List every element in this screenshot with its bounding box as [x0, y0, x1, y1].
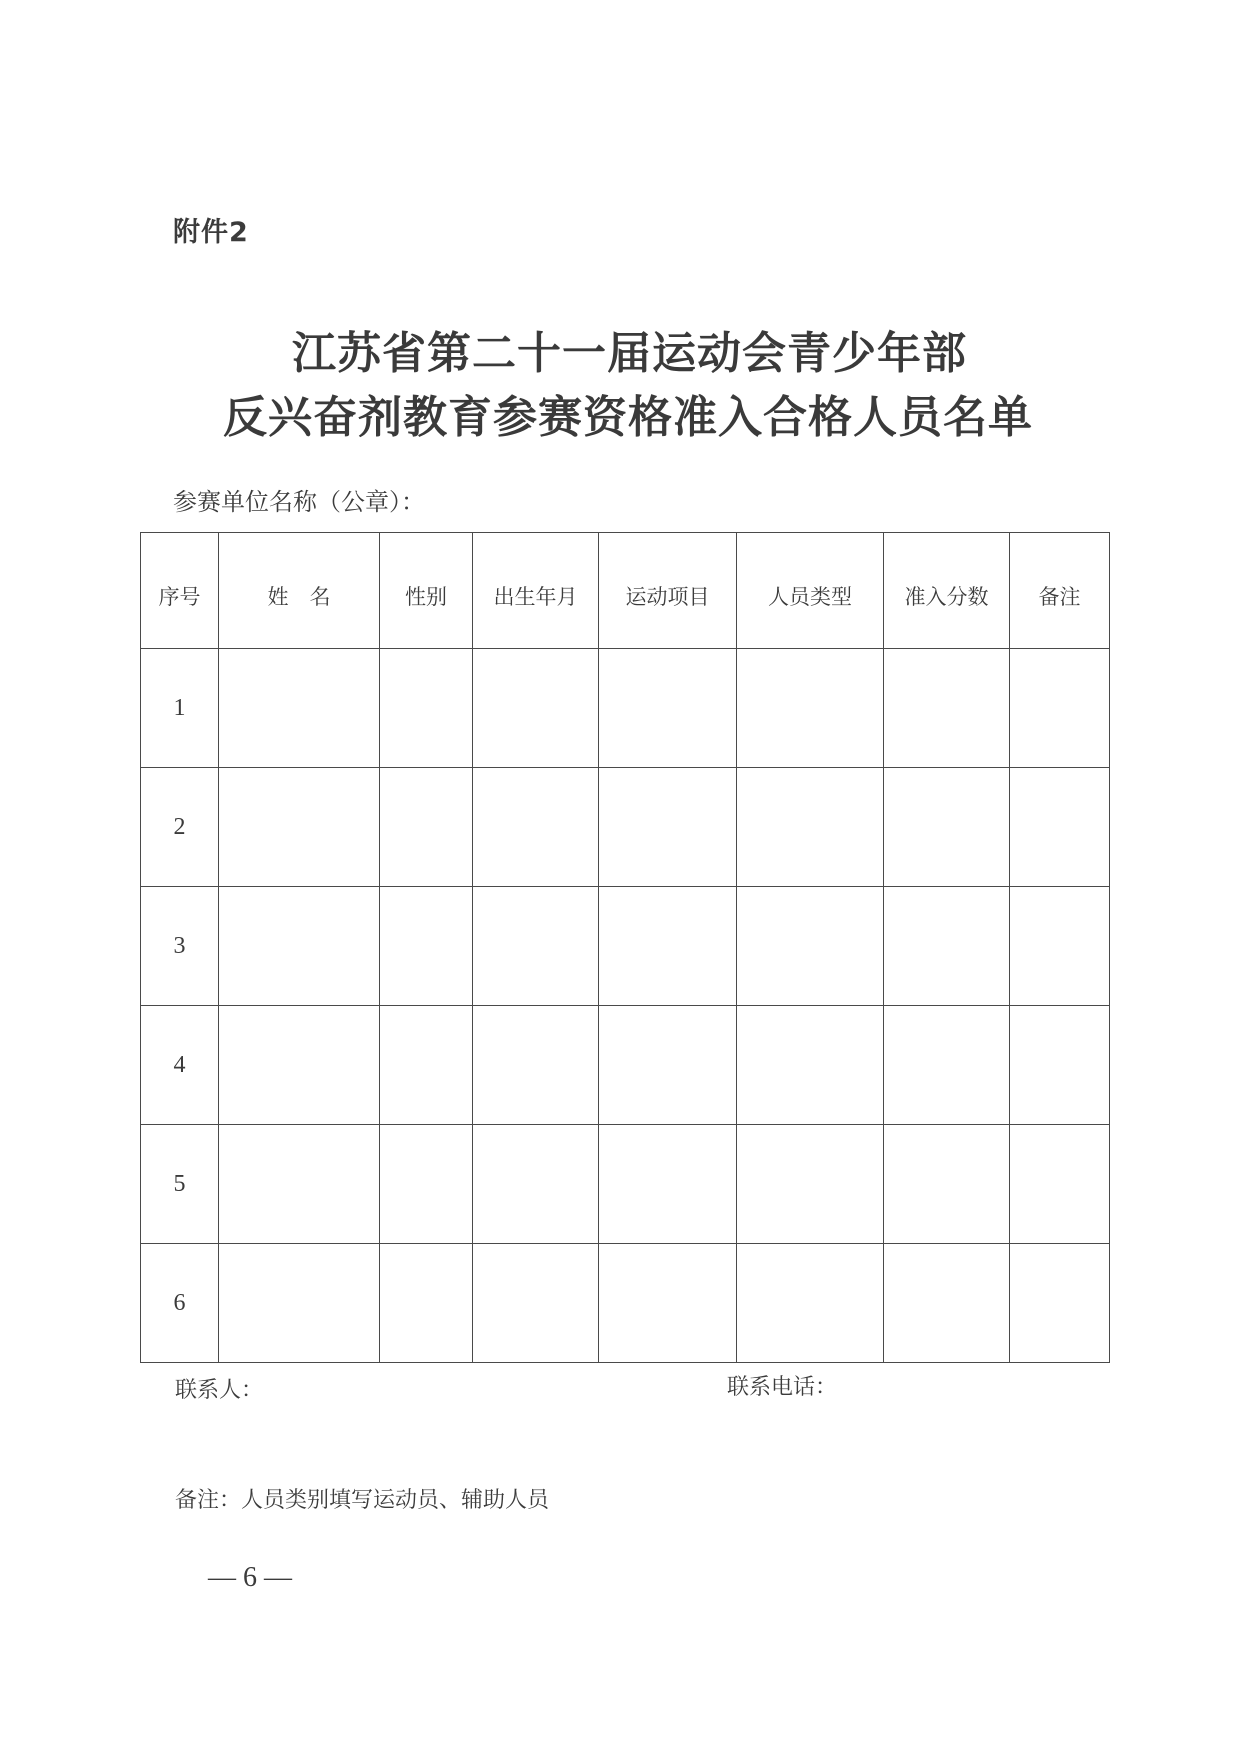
row-index: 5	[141, 1125, 219, 1244]
cell-name[interactable]	[219, 768, 380, 887]
page-number: — 6 —	[208, 1562, 292, 1593]
cell-birth-date[interactable]	[473, 887, 599, 1006]
remarks-note: 备注：人员类别填写运动员、辅助人员	[175, 1488, 550, 1513]
cell-birth-date[interactable]	[473, 1244, 599, 1363]
row-index: 1	[141, 649, 219, 768]
cell-person-type[interactable]	[737, 768, 884, 887]
cell-gender[interactable]	[380, 1244, 473, 1363]
column-header-birth-date: 出生年月	[473, 533, 599, 649]
cell-remarks[interactable]	[1010, 887, 1110, 1006]
cell-sport[interactable]	[599, 1125, 737, 1244]
participating-unit-label: 参赛单位名称（公章）：	[173, 488, 425, 516]
cell-score[interactable]	[884, 1125, 1010, 1244]
cell-sport[interactable]	[599, 1244, 737, 1363]
row-index: 2	[141, 768, 219, 887]
cell-birth-date[interactable]	[473, 1125, 599, 1244]
column-header-gender: 性别	[380, 533, 473, 649]
cell-score[interactable]	[884, 649, 1010, 768]
page-title-line-2: 反兴奋剂教育参赛资格准入合格人员名单	[223, 393, 1033, 442]
cell-gender[interactable]	[380, 768, 473, 887]
cell-gender[interactable]	[380, 887, 473, 1006]
cell-remarks[interactable]	[1010, 1125, 1110, 1244]
cell-birth-date[interactable]	[473, 768, 599, 887]
roster-table	[140, 532, 1110, 1363]
row-index: 6	[141, 1244, 219, 1363]
row-index: 3	[141, 887, 219, 1006]
attachment-label: 附件2	[173, 217, 249, 248]
cell-name[interactable]	[219, 1244, 380, 1363]
table-row	[141, 768, 1110, 887]
column-header-index: 序号	[141, 533, 219, 649]
cell-gender[interactable]	[380, 1006, 473, 1125]
table-row	[141, 1125, 1110, 1244]
cell-score[interactable]	[884, 768, 1010, 887]
cell-person-type[interactable]	[737, 1006, 884, 1125]
table-row	[141, 1006, 1110, 1125]
table-header-row	[141, 533, 1110, 649]
cell-person-type[interactable]	[737, 649, 884, 768]
cell-remarks[interactable]	[1010, 1006, 1110, 1125]
cell-remarks[interactable]	[1010, 768, 1110, 887]
table-row	[141, 1244, 1110, 1363]
cell-sport[interactable]	[599, 887, 737, 1006]
cell-score[interactable]	[884, 1244, 1010, 1363]
cell-person-type[interactable]	[737, 1244, 884, 1363]
cell-birth-date[interactable]	[473, 1006, 599, 1125]
cell-remarks[interactable]	[1010, 649, 1110, 768]
cell-remarks[interactable]	[1010, 1244, 1110, 1363]
row-index: 4	[141, 1006, 219, 1125]
column-header-remarks: 备注	[1010, 533, 1110, 649]
page-title-line-1: 江苏省第二十一届运动会青少年部	[292, 329, 967, 378]
cell-person-type[interactable]	[737, 1125, 884, 1244]
cell-score[interactable]	[884, 1006, 1010, 1125]
cell-birth-date[interactable]	[473, 649, 599, 768]
cell-sport[interactable]	[599, 768, 737, 887]
table-row	[141, 887, 1110, 1006]
cell-score[interactable]	[884, 887, 1010, 1006]
cell-gender[interactable]	[380, 1125, 473, 1244]
contact-person-label: 联系人：	[175, 1378, 264, 1403]
cell-name[interactable]	[219, 649, 380, 768]
cell-sport[interactable]	[599, 649, 737, 768]
cell-name[interactable]	[219, 887, 380, 1006]
cell-gender[interactable]	[380, 649, 473, 768]
column-header-sport: 运动项目	[599, 533, 737, 649]
column-header-name: 姓 名	[219, 533, 380, 649]
contact-phone-label: 联系电话：	[727, 1375, 838, 1400]
column-header-person-type: 人员类型	[737, 533, 884, 649]
cell-name[interactable]	[219, 1125, 380, 1244]
cell-name[interactable]	[219, 1006, 380, 1125]
cell-sport[interactable]	[599, 1006, 737, 1125]
table-row	[141, 649, 1110, 768]
cell-person-type[interactable]	[737, 887, 884, 1006]
column-header-score: 准入分数	[884, 533, 1010, 649]
